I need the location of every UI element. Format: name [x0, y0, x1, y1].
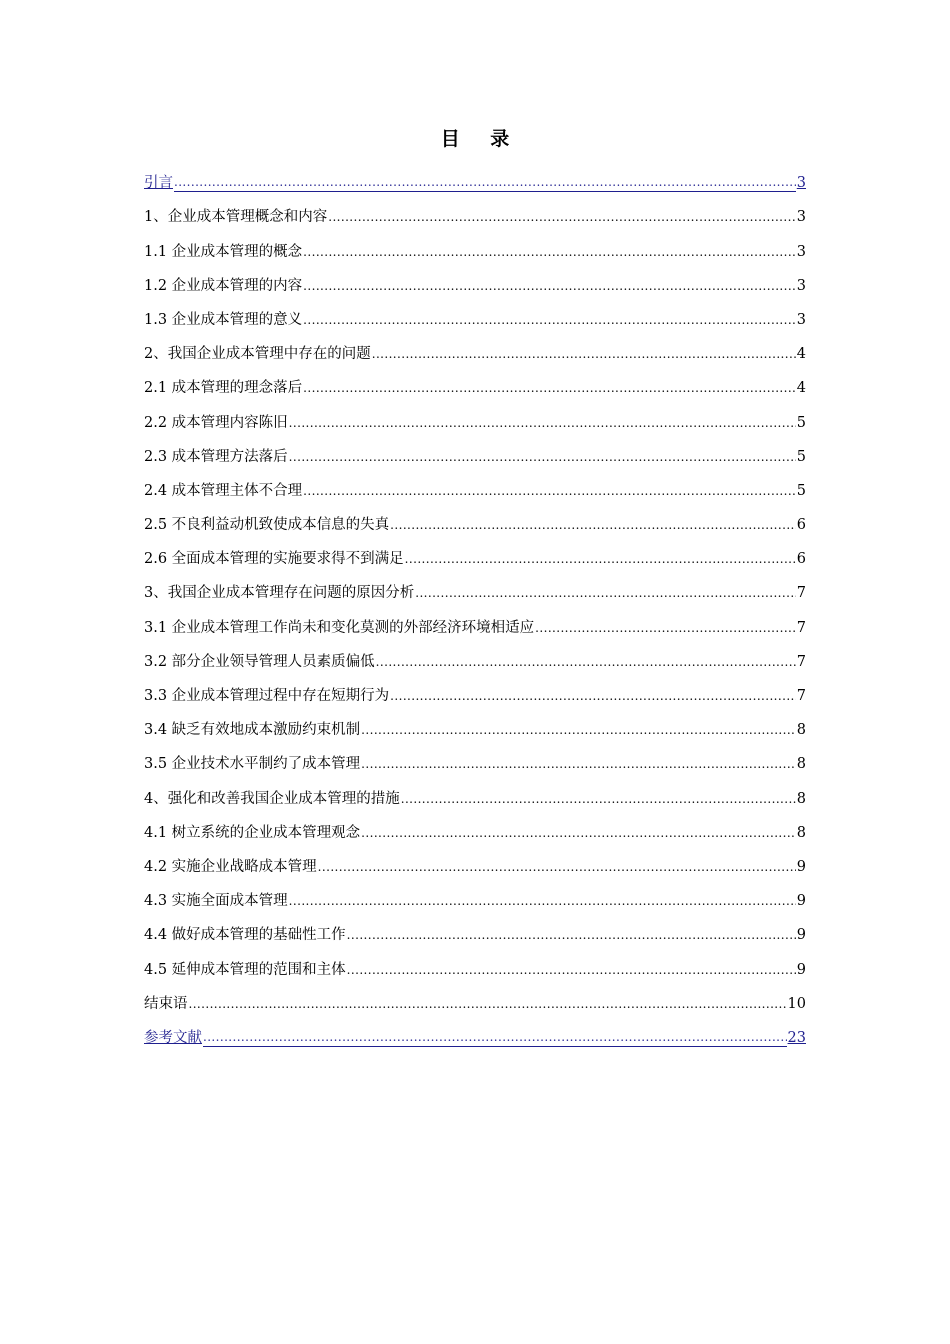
- toc-dot-leader: [303, 379, 796, 397]
- toc-entry-label: 2.5 不良利益动机致使成本信息的失真: [144, 517, 390, 534]
- toc-dot-leader: [390, 516, 796, 534]
- toc-entry-label: 3.1 企业成本管理工作尚未和变化莫测的外部经济环境相适应: [144, 619, 535, 636]
- toc-dot-leader: [361, 824, 796, 842]
- toc-entry-label: 2.3 成本管理方法落后: [144, 448, 288, 465]
- toc-entry: [144, 534, 806, 568]
- toc-dot-leader: [361, 755, 796, 773]
- toc-dot-leader: [189, 995, 787, 1013]
- toc-entry-label[interactable]: 引言: [144, 175, 173, 192]
- toc-dot-leader: [289, 448, 796, 466]
- toc-entry: [144, 500, 806, 534]
- toc-entry-label: 2、我国企业成本管理中存在的问题: [144, 346, 371, 363]
- toc-title: 目 录: [440, 128, 522, 150]
- toc-page-number: 9: [796, 927, 806, 944]
- toc-entry: [144, 979, 806, 1013]
- toc-entry-label: 2.4 成本管理主体不合理: [144, 482, 303, 499]
- table-of-contents: [144, 158, 806, 1047]
- toc-entry: [144, 261, 806, 295]
- toc-entry: [144, 842, 806, 876]
- toc-entry: [144, 773, 806, 807]
- toc-entry-label: 4.2 实施企业战略成本管理: [144, 858, 317, 875]
- toc-entry: [144, 466, 806, 500]
- toc-dot-leader: [303, 482, 796, 500]
- toc-dot-leader: [535, 619, 796, 637]
- toc-entry: [144, 637, 806, 671]
- toc-entry-label: 3.3 企业成本管理过程中存在短期行为: [144, 688, 390, 704]
- toc-entry: [144, 876, 806, 910]
- toc-dot-leader: [401, 790, 796, 808]
- toc-entry: [144, 192, 806, 226]
- toc-dot-leader: [318, 858, 796, 876]
- toc-entry: [144, 329, 806, 363]
- toc-entry-label: 结束语: [144, 995, 188, 1012]
- toc-page-number: 5: [796, 482, 806, 499]
- toc-page-number: 8: [796, 722, 806, 739]
- toc-dot-leader: [289, 892, 796, 910]
- toc-dot-leader: [203, 1030, 787, 1047]
- toc-entry: [144, 705, 806, 739]
- toc-entry: [144, 432, 806, 466]
- toc-entry: [144, 226, 806, 260]
- toc-entry[interactable]: [144, 1013, 806, 1047]
- toc-page-number[interactable]: 23: [787, 1029, 806, 1046]
- toc-dot-leader: [289, 414, 796, 432]
- toc-dot-leader: [405, 550, 796, 568]
- toc-entry-label: 3.5 企业技术水平制约了成本管理: [144, 756, 361, 773]
- toc-page-number: 10: [787, 995, 806, 1012]
- toc-page-number: 9: [796, 858, 806, 875]
- toc-dot-leader: [376, 653, 796, 671]
- toc-entry: [144, 295, 806, 329]
- toc-dot-leader: [328, 208, 796, 226]
- toc-entry-label: 2.1 成本管理的理念落后: [144, 380, 303, 397]
- toc-dot-leader: [415, 584, 796, 602]
- toc-page-number: 3: [796, 209, 806, 226]
- toc-page-number: 6: [796, 517, 806, 534]
- toc-page-number: 9: [796, 961, 806, 978]
- toc-entry-label: 2.2 成本管理内容陈旧: [144, 414, 288, 431]
- toc-entry-label: 2.6 全面成本管理的实施要求得不到满足: [144, 551, 404, 568]
- toc-entry-label: 1.3 企业成本管理的意义: [144, 311, 303, 328]
- toc-entry-label: 1.2 企业成本管理的内容: [144, 277, 303, 294]
- toc-entry-label: 1.1 企业成本管理的概念: [144, 243, 303, 260]
- toc-page-number[interactable]: 3: [796, 175, 806, 192]
- toc-page-number: 4: [796, 346, 806, 363]
- toc-entry: [144, 363, 806, 397]
- toc-page-number: 8: [796, 824, 806, 841]
- toc-dot-leader: [372, 345, 796, 363]
- toc-page-number: 8: [796, 756, 806, 773]
- toc-entry-label: 3.4 缺乏有效地成本激励约束机制: [144, 722, 361, 739]
- toc-entry[interactable]: [144, 158, 806, 192]
- toc-page-number: 7: [796, 585, 806, 602]
- toc-page-number: 5: [796, 414, 806, 431]
- toc-entry: [144, 568, 806, 602]
- toc-entry-label: 4、强化和改善我国企业成本管理的措施: [144, 790, 400, 807]
- toc-page-number: 6: [796, 551, 806, 568]
- toc-dot-leader: [174, 175, 796, 192]
- toc-page-number: 7: [796, 653, 806, 670]
- toc-dot-leader: [390, 687, 796, 705]
- toc-entry-label: 1、企业成本管理概念和内容: [144, 209, 328, 226]
- toc-page-number: 8: [796, 790, 806, 807]
- toc-entry-label: 4.1 树立系统的企业成本管理观念: [144, 824, 361, 841]
- toc-entry-label: 3、我国企业成本管理存在问题的原因分析: [144, 585, 415, 602]
- toc-page-number: 9: [796, 893, 806, 910]
- toc-entry-label: 4.4 做好成本管理的基础性工作: [144, 927, 346, 944]
- toc-page-number: 3: [796, 243, 806, 260]
- toc-page-number: 3: [796, 311, 806, 328]
- toc-entry-label[interactable]: 参考文献: [144, 1029, 202, 1046]
- toc-dot-leader: [347, 961, 796, 979]
- toc-dot-leader: [303, 311, 796, 329]
- toc-dot-leader: [361, 721, 796, 739]
- toc-dot-leader: [347, 926, 796, 944]
- toc-entry: [144, 944, 806, 978]
- toc-dot-leader: [303, 243, 796, 261]
- toc-entry: [144, 602, 806, 636]
- toc-entry: [144, 671, 806, 705]
- toc-entry-label: 4.5 延伸成本管理的范围和主体: [144, 961, 346, 978]
- toc-page-number: 3: [796, 277, 806, 294]
- toc-page-number: 5: [796, 448, 806, 465]
- toc-page-number: 4: [796, 380, 806, 397]
- toc-entry: [144, 397, 806, 431]
- toc-dot-leader: [303, 277, 796, 295]
- toc-entry-label: 4.3 实施全面成本管理: [144, 893, 288, 910]
- toc-entry-label: 3.2 部分企业领导管理人员素质偏低: [144, 653, 375, 670]
- toc-entry: [144, 808, 806, 842]
- toc-entry: [144, 739, 806, 773]
- toc-page-number: 7: [796, 688, 806, 704]
- toc-page-number: 7: [796, 619, 806, 636]
- toc-entry: [144, 910, 806, 944]
